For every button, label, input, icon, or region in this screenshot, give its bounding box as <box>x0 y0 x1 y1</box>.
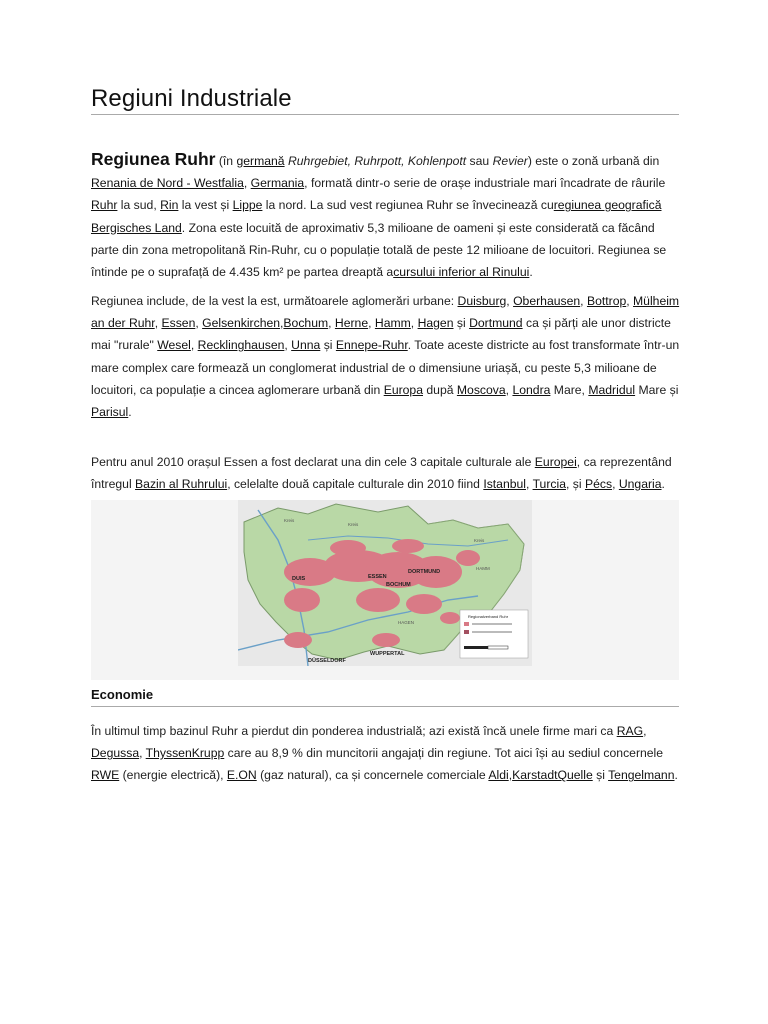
link-renania[interactable]: Renania de Nord - Westfalia <box>91 176 244 191</box>
link-city[interactable]: Essen <box>161 316 196 331</box>
link-eon[interactable]: E.ON <box>226 768 257 783</box>
link-district[interactable]: Wesel <box>157 338 191 353</box>
link-tengelmann[interactable]: Tengelmann <box>608 768 675 783</box>
map-label: WUPPERTAL <box>370 651 405 657</box>
link-germania[interactable]: Germania <box>250 176 305 191</box>
link-city[interactable]: Gelsenkirchen <box>202 316 281 331</box>
link-bazin-ruhr[interactable]: Bazin al Ruhrului <box>135 477 228 492</box>
legend-title: Regionalverband Ruhr <box>468 614 509 619</box>
link-bergisches-land[interactable]: regiunea geografică Bergisches Land <box>91 198 662 235</box>
map-label: HAMM <box>476 566 490 571</box>
map-label: Kreis <box>348 522 359 527</box>
link-parisul[interactable]: Parisul <box>91 405 129 420</box>
paragraph-economie: În ultimul timp bazinul Ruhr a pierdut din ponderea industrială; azi există încă unele firme mari ca RAG, Degussa, ThyssenKrupp care au 8,9 % din muncitorii angajați din regiune. Tot aici își au sediul concernele RWE (energie electrică), E.ON (gaz natural), ca și concernele comerciale Aldi,KarstadtQuelle și Tengelmann. <box>91 724 678 783</box>
link-istanbul[interactable]: Istanbul <box>483 477 526 492</box>
link-europa[interactable]: Europa <box>383 382 423 397</box>
link-pecs[interactable]: Pécs <box>584 477 613 492</box>
page-title: Regiuni Industriale <box>91 84 679 115</box>
link-city[interactable]: Hagen <box>417 316 454 331</box>
link-lippe[interactable]: Lippe <box>232 198 263 213</box>
link-rin[interactable]: Rin <box>160 198 179 213</box>
link-rag[interactable]: RAG <box>616 724 644 738</box>
link-district[interactable]: Unna <box>291 338 321 353</box>
link-madridul[interactable]: Madridul <box>588 382 636 397</box>
paragraph-capitala-culturala: Pentru anul 2010 orașul Essen a fost declarat una din cele 3 capitale culturale ale Europei, ca reprezentând întregul Bazin al Ruhrului, celelalte două capitale culturale din 2010 fiind Istanbul, Turcia, și Pécs, Ungaria. <box>91 455 672 492</box>
map-label: HAGEN <box>398 620 415 625</box>
map-label: DUIS <box>292 576 306 582</box>
map-label: DÜSSELDORF <box>308 658 346 664</box>
link-rwe[interactable]: RWE <box>91 768 120 783</box>
map-legend <box>460 610 528 658</box>
link-city[interactable]: Oberhausen <box>513 294 581 308</box>
map-label: DORTMUND <box>408 569 441 575</box>
section-heading-ruhr: Regiunea Ruhr <box>91 149 216 169</box>
ruhr-map-figure <box>91 500 679 680</box>
link-city[interactable]: Mülheim an der Ruhr <box>91 294 680 331</box>
link-district[interactable]: Recklinghausen <box>197 338 285 353</box>
map-label: Kreis <box>474 538 485 543</box>
map-label: ESSEN <box>368 574 387 580</box>
link-city[interactable]: Dortmund <box>469 316 523 331</box>
link-moscova[interactable]: Moscova <box>456 382 506 397</box>
link-district[interactable]: Ennepe-Ruhr <box>335 338 408 353</box>
link-turcia[interactable]: Turcia <box>532 477 566 492</box>
link-city[interactable]: Herne <box>334 316 369 331</box>
link-thyssenkrupp[interactable]: ThyssenKrupp <box>145 746 225 761</box>
ruhr-map <box>238 500 532 666</box>
link-londra[interactable]: Londra <box>512 382 551 397</box>
paragraph-aglomerari: Regiunea include, de la vest la est, următoarele aglomerări urbane: Duisburg, Oberhausen, Bottrop, Mülheim an der Ruhr, Essen, Gelsenkirchen,Bochum, Herne, Hamm, Hagen și Dortmund ca și părți ale unor districte mai "rurale" Wesel, Recklinghausen, Unna și Ennepe-Ruhr. Toate aceste districte au fost transformate într-un mare complex care formează un conglomerat industrial de o dimensiune uriașă, cu peste 5,3 milioane de locuitori, ca populație a cincea aglomerare urbană din Europa după Moscova, Londra Mare, Madridul Mare și Parisul. <box>91 294 680 420</box>
link-ungaria[interactable]: Ungaria <box>618 477 662 492</box>
link-city[interactable]: Bochum <box>283 316 329 331</box>
link-europei[interactable]: Europei <box>534 455 577 469</box>
link-aldi[interactable]: Aldi <box>488 768 509 783</box>
map-label: BOCHUM <box>386 582 411 588</box>
link-city[interactable]: Hamm <box>374 316 411 331</box>
map-label: Kreis <box>284 518 295 523</box>
link-city[interactable]: Duisburg <box>457 294 507 308</box>
link-germana[interactable]: germană <box>236 154 285 168</box>
link-ruhr[interactable]: Ruhr <box>91 198 118 213</box>
link-karstadtquelle[interactable]: KarstadtQuelle <box>512 768 593 783</box>
paragraph-ruhr-intro: Regiunea Ruhr (în germană Ruhrgebiet, Ruhrpott, Kohlenpott sau Revier) este o zonă urbană din Renania de Nord - Westfalia, Germania, formată dintr-o serie de orașe industriale mari încadrate de râurile Ruhr la sud, Rin la vest și Lippe la nord. La sud vest regiunea Ruhr se învecinează curegiunea geografică Bergisches Land. Zona este locuită de aproximativ 5,3 milioane de oameni și este considerată ca făcând parte din zona metropolitană Rin-Ruhr, cu o populație totală de peste 12 milioane de locuitori. Regiunea se întinde pe o suprafață de 4.435 km² pe partea dreaptă acursului inferior al Rinului. <box>91 149 667 280</box>
link-cursul-rinului[interactable]: cursului inferior al Rinului <box>393 265 530 280</box>
link-degussa[interactable]: Degussa <box>91 746 140 761</box>
link-city[interactable]: Bottrop <box>586 294 627 308</box>
section-title-economie: Economie <box>91 686 679 707</box>
